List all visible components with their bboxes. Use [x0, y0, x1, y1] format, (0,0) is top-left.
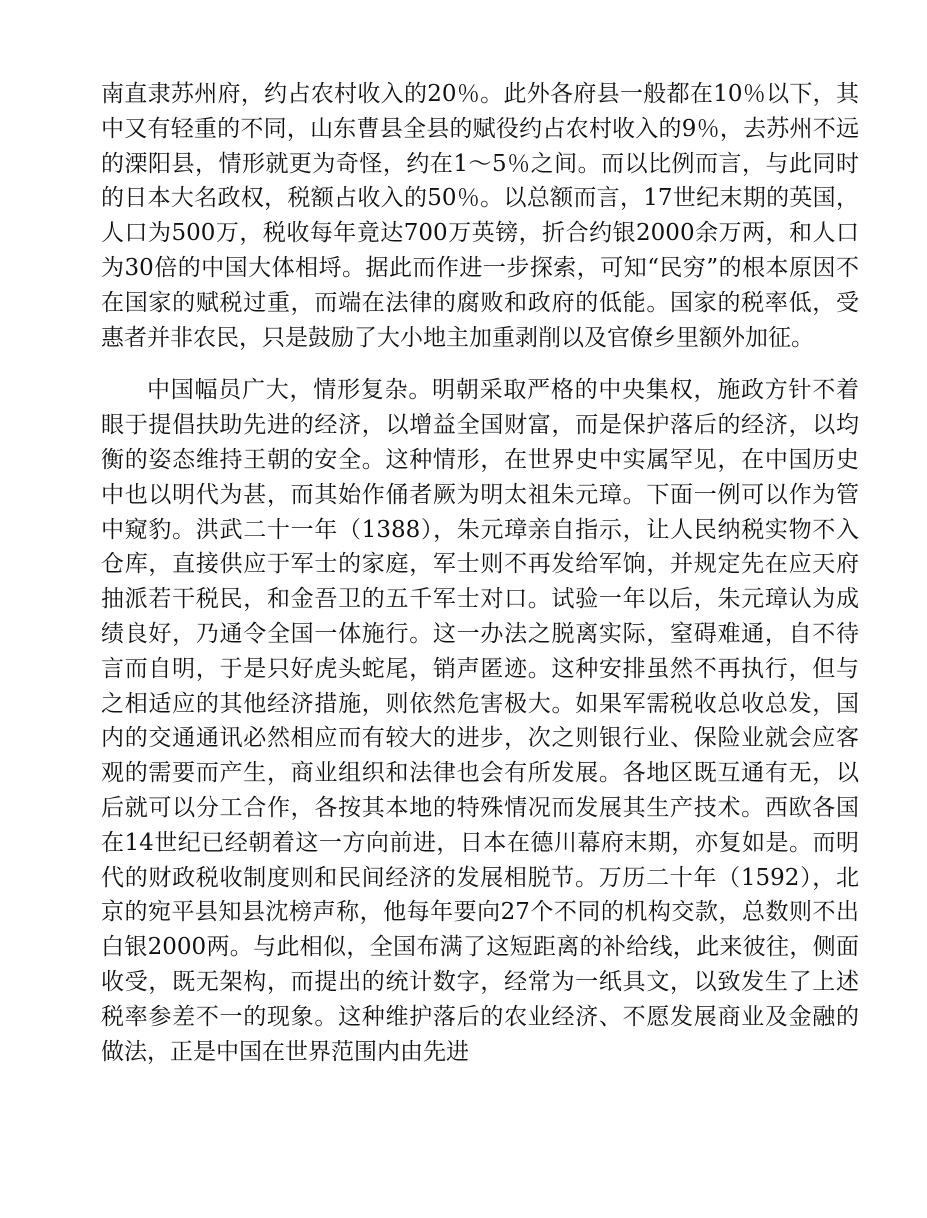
paragraph-ming-economy: 中国幅员广大，情形复杂。明朝采取严格的中央集权，施政方针不着眼于提倡扶助先进的经济，以增益全国财富，而是保护落后的经济，以均衡的姿态维持王朝的安全。这种情形，在世界史中实属罕见，在中国历史中也以明代为甚，而其始作俑者厥为明太祖朱元璋。下面一例可以作为管中窥豹。洪武二十一年（1388），朱元璋亲自指示，让人民纳税实物不入仓库，直接供应于军士的家庭，军士则不再发给军饷，并规定先在应天府抽派若干税民，和金吾卫的五千军士对口。试验一年以后，朱元璋认为成绩良好，乃通令全国一体施行。这一办法之脱离实际，窒碍难通，自不待言而自明，于是只好虎头蛇尾，销声匿迹。这种安排虽然不再执行，但与之相适应的其他经济措施，则依然危害极大。如果军需税收总收总发，国内的交通通讯必然相应而有较大的进步，次之则银行业、保险业就会应客观的需要而产生，商业组织和法律也会有所发展。各地区既互通有无，以后就可以分工合作，各按其本地的特殊情况而发展其生产技术。西欧各国在14世纪已经朝着这一方向前进，日本在德川幕府末期，亦复如是。而明代的财政税收制度则和民间经济的发展相脱节。万历二十年（1592），北京的宛平县知县沈榜声称，他每年要向27个不同的机构交款，总数则不出白银2000两。与此相似，全国布满了这短距离的补给线，此来彼往，侧面收受，既无架构，而提出的统计数字，经常为一纸具文，以致发生了上述税率参差不一的现象。这种维护落后的农业经济、不愿发展商业及金融的做法，正是中国在世界范围内由先进: [101, 377, 859, 1065]
document-page: [101, 77, 859, 1069]
paragraph-continued-text: 南直隶苏州府，约占农村收入的20％。此外各府县一般都在10％以下，其中又有轻重的不同，山东曹县全县的赋役约占农村收入的9％，去苏州不远的溧阳县，情形就更为奇怪，约在1～5％之间。而以比例而言，与此同时的日本大名政权，税额占收入的50％。以总额而言，17世纪末期的英国，人口为500万，税收每年竟达700万英镑，折合约银2000余万两，和人口为30倍的中国大体相埒。据此而作进一步探索，可知“民穷”的根本原因不在国家的赋税过重，而端在法律的腐败和政府的低能。国家的税率低，受惠者并非农民，只是鼓励了大小地主加重剥削以及官僚乡里额外加征。: [101, 81, 859, 351]
